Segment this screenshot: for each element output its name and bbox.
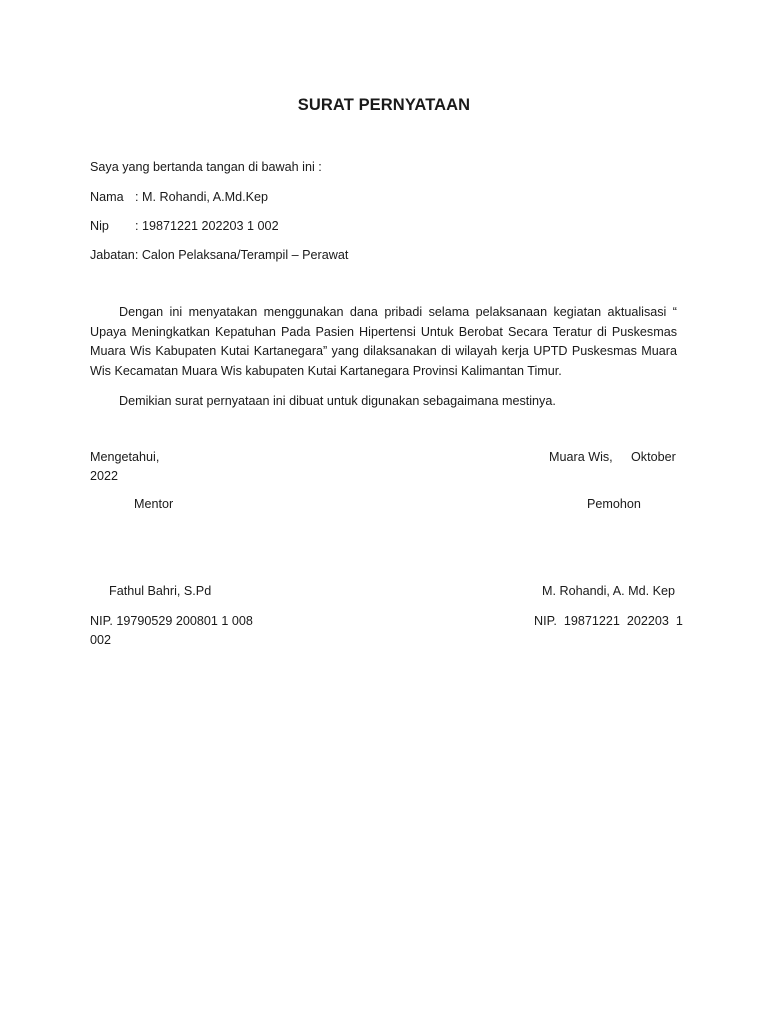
field-jabatan-value: : Calon Pelaksana/Terampil – Perawat xyxy=(134,248,349,262)
left-sign-heading: Mengetahui, xyxy=(90,450,160,464)
field-nip-label: Nip xyxy=(90,219,109,233)
closing-paragraph: Demikian surat pernyataan ini dibuat untuk digunakan sebagaimana mestinya. xyxy=(119,394,556,408)
field-jabatan-label: Jabatan xyxy=(90,248,135,262)
field-nama-label: Nama xyxy=(90,190,124,204)
right-sign-name: M. Rohandi, A. Md. Kep xyxy=(542,584,676,598)
left-sign-nip-wrap: 002 xyxy=(90,633,112,647)
right-sign-role: Pemohon xyxy=(587,497,641,511)
left-sign-name: Fathul Bahri, S.Pd xyxy=(109,584,212,598)
date-place: Muara Wis, xyxy=(549,450,613,464)
intro-text: Saya yang bertanda tangan di bawah ini : xyxy=(90,160,322,174)
field-nip xyxy=(90,219,279,233)
statement-paragraph: Dengan ini menyatakan menggunakan dana pribadi selama pelaksanaan kegiatan aktualisasi “ Upaya Meningkatkan Kepatuhan Pada Pasien Hipertensi Untuk Berobat Secara Teratur di Puskesmas Muara Wis Kabupaten Kutai Kartanegara” yang dilaksanakan di wilayah kerja UPTD Puskesmas Muara Wis Kecamatan Muara Wis kabupaten Kutai Kartanegara Provinsi Kalimantan Timur. xyxy=(90,305,677,378)
left-sign-nip: NIP. 19790529 200801 1 008 xyxy=(90,614,253,628)
field-nama xyxy=(90,190,268,204)
right-sign-nip: NIP. 19871221 202203 1 xyxy=(534,614,683,628)
field-nip-value: : 19871221 202203 1 002 xyxy=(135,219,279,233)
field-nama-value: : M. Rohandi, A.Md.Kep xyxy=(135,190,269,204)
date-year: 2022 xyxy=(90,469,119,483)
date-month: Oktober xyxy=(631,450,676,464)
document-title: SURAT PERNYATAAN xyxy=(297,96,471,114)
left-sign-role: Mentor xyxy=(134,497,174,511)
field-jabatan xyxy=(90,248,348,262)
